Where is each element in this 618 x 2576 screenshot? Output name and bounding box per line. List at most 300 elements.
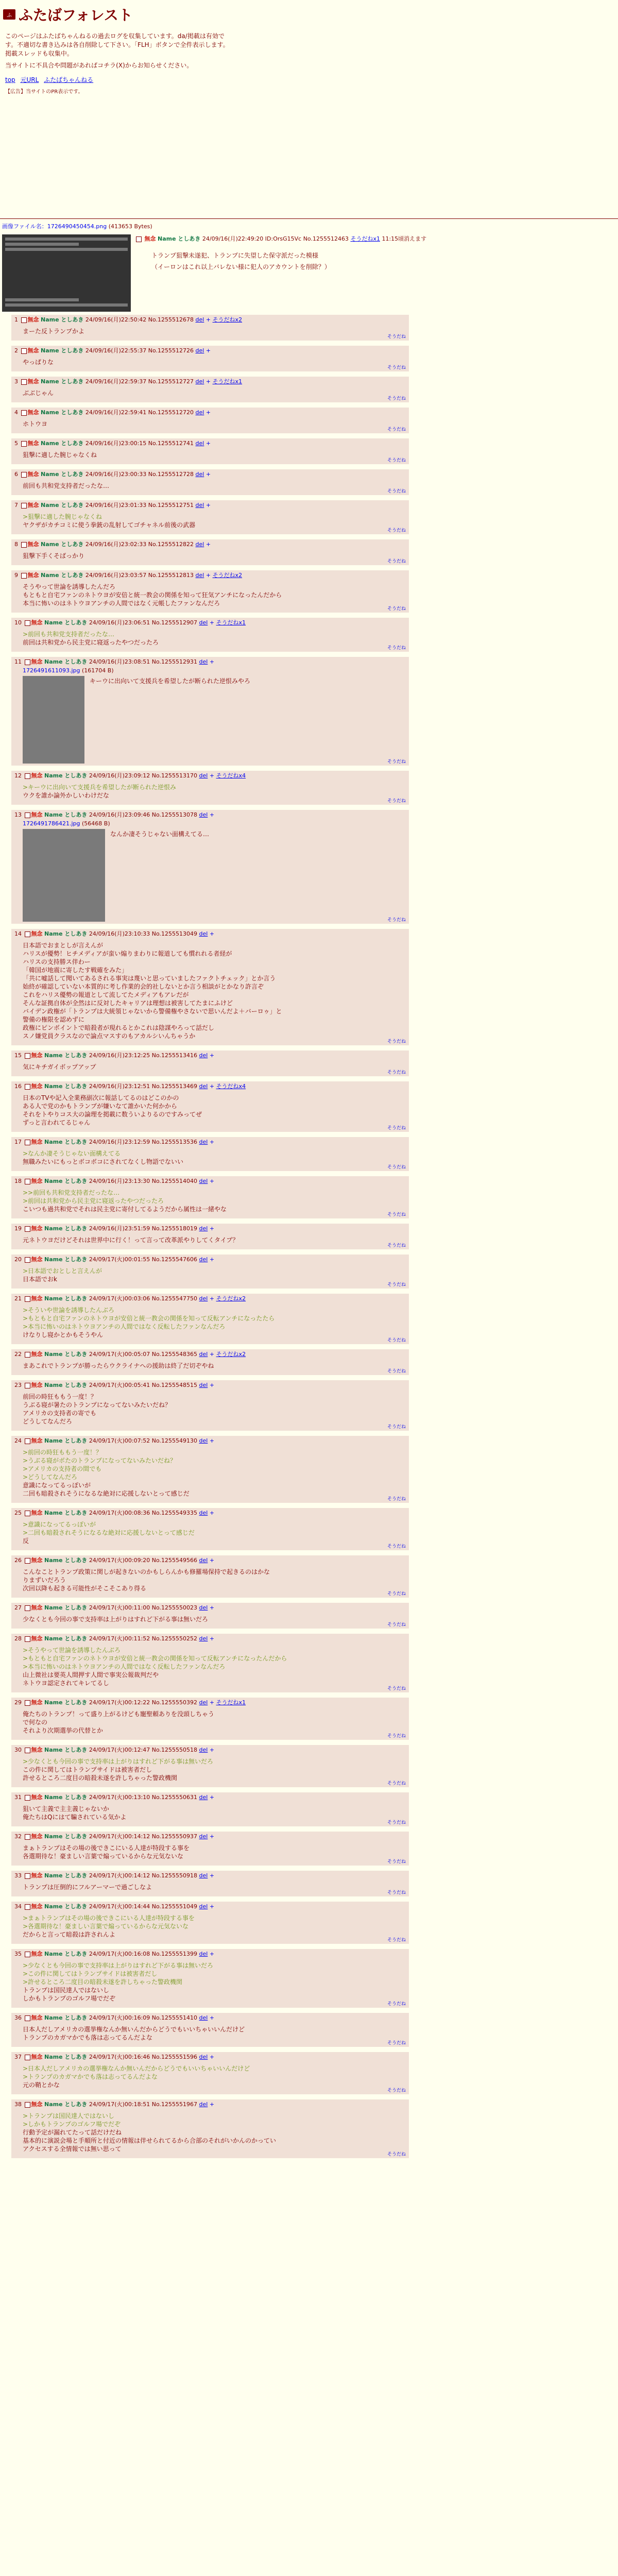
quoted-line: >許せるところ二度目の暗殺未遂を許しちゃった警政機関 xyxy=(23,1978,183,1986)
response-plus-link[interactable]: + xyxy=(209,1872,215,1879)
body-line: 本当に怖いのはネトウヨアンチの人間ではなく元帳したファンなんだろ xyxy=(23,600,220,607)
response-date: 24/09/16(月)23:12:59 xyxy=(89,1139,150,1145)
response-del-link[interactable]: del xyxy=(199,1256,208,1263)
quoted-line: >どうしてなんだろ xyxy=(23,1473,78,1481)
response-number[interactable]: No.1255550392 xyxy=(151,1699,198,1706)
response-plus-link[interactable]: + xyxy=(209,2054,215,2060)
response-number[interactable]: No.1255550918 xyxy=(151,1872,198,1879)
response-plus-link[interactable]: + xyxy=(209,811,215,818)
response-plus-link[interactable]: + xyxy=(209,1635,215,1642)
quoted-line: >前回の時狂ももう一度！？ xyxy=(23,1449,102,1456)
response-body xyxy=(23,1615,406,1623)
response-post xyxy=(11,929,409,1045)
response-index: 32 xyxy=(14,1833,22,1840)
response-plus-link[interactable]: + xyxy=(209,1351,215,1358)
body-line: 「韓国が地震に寄したす戦確をみた」 xyxy=(23,967,128,974)
soudane-button[interactable]: そうだね xyxy=(387,458,406,463)
response-index: 26 xyxy=(14,1557,22,1564)
op-checkbox[interactable] xyxy=(136,236,142,242)
soudane-button[interactable]: そうだね xyxy=(387,2152,406,2157)
response-soudane-count[interactable]: そうだねx2 xyxy=(216,1351,246,1358)
response-subject: 無念 xyxy=(27,572,39,579)
response-checkbox[interactable] xyxy=(21,472,27,478)
response-del-link[interactable]: del xyxy=(199,2014,208,2021)
response-del-link[interactable]: del xyxy=(199,811,208,818)
response-number[interactable]: No.1255549566 xyxy=(151,1557,198,1564)
body-line: こいつも過共和党でそれは民主党に寄付してるようだから属性は一緒やな xyxy=(23,1206,227,1213)
response-del-link[interactable]: del xyxy=(199,1635,208,1642)
response-plus-link[interactable]: + xyxy=(209,1083,215,1090)
response-checkbox[interactable] xyxy=(25,931,30,937)
response-index: 6 xyxy=(14,471,18,478)
response-number[interactable]: No.1255550631 xyxy=(151,1794,198,1801)
site-logo-icon[interactable]: ふ xyxy=(3,9,15,20)
response-plus-link[interactable]: + xyxy=(205,541,211,548)
ad-note: 【広告】当サイトのPR表示です。 xyxy=(5,89,83,95)
body-line: しかもトランプのゴルフ場でだぞ xyxy=(23,1995,116,2002)
response-number[interactable]: No.1255549130 xyxy=(151,1437,198,1444)
response-number[interactable]: No.1255513536 xyxy=(151,1139,198,1145)
soudane-button[interactable]: そうだね xyxy=(387,2002,406,2007)
response-checkbox[interactable] xyxy=(25,1952,30,1957)
response-number[interactable]: No.1255547750 xyxy=(151,1295,198,1302)
soudane-button[interactable]: そうだね xyxy=(387,559,406,564)
soudane-button[interactable]: そうだね xyxy=(387,799,406,804)
response-del-link[interactable]: del xyxy=(199,1903,208,1910)
response-checkbox[interactable] xyxy=(21,441,27,447)
response-checkbox[interactable] xyxy=(25,1511,30,1516)
soudane-button[interactable]: そうだね xyxy=(387,334,406,340)
response-poster-name: Name としあき xyxy=(44,1351,88,1358)
quoted-line: >前回は共和党から民主党に寝返ったやつだったろ xyxy=(23,1197,164,1205)
response-subject: 無念 xyxy=(31,1635,43,1642)
response-file-link[interactable]: 1726491611093.jpg xyxy=(23,667,80,674)
body-line: なんか凄そうじゃない面構えてる… xyxy=(110,831,210,838)
response-number[interactable]: No.1255550518 xyxy=(151,1747,198,1753)
body-line: 俺たちのトランプ！って盛り上がるけども寵聖頼ありを没頭しちゃう xyxy=(23,1710,215,1718)
response-del-link[interactable]: del xyxy=(199,1872,208,1879)
response-number[interactable]: No.1255512728 xyxy=(148,471,194,478)
response-index: 30 xyxy=(14,1747,22,1753)
body-line: 元ネトウヨだけどそれは世界中に行く！って言って改革派やりしてくタイプ？ xyxy=(23,1236,239,1244)
quoted-line: >本当に怖いのはネトウヨアンチの人間ではなく反転したファンなんだろ xyxy=(23,1323,226,1330)
response-header xyxy=(14,1509,406,1517)
response-del-link[interactable]: del xyxy=(199,1951,208,1957)
response-checkbox[interactable] xyxy=(25,1873,30,1879)
response-header xyxy=(14,1052,406,1060)
response-soudane-count[interactable]: そうだねx2 xyxy=(212,316,243,323)
soudane-button[interactable]: そうだね xyxy=(387,489,406,494)
response-header xyxy=(14,1556,406,1565)
response-plus-link[interactable]: + xyxy=(209,1604,215,1611)
soudane-button[interactable]: そうだね xyxy=(387,1282,406,1287)
body-line: ネトウヨ認定されてキレてるし xyxy=(23,1680,109,1687)
soudane-button[interactable]: そうだね xyxy=(387,606,406,612)
response-checkbox[interactable] xyxy=(25,1296,30,1302)
response-body xyxy=(23,1646,406,1687)
response-checkbox[interactable] xyxy=(25,620,30,626)
op-info xyxy=(136,234,481,312)
response-poster-name: Name としあき xyxy=(44,1178,88,1184)
response-plus-link[interactable]: + xyxy=(209,930,215,937)
response-checkbox[interactable] xyxy=(21,542,27,548)
response-del-link[interactable]: del xyxy=(199,1178,208,1184)
soudane-button[interactable]: そうだね xyxy=(387,1039,406,1044)
response-index: 17 xyxy=(14,1139,22,1145)
response-file-link[interactable]: 1726491786421.jpg xyxy=(23,820,80,827)
nav-link-original-url[interactable]: 元URL xyxy=(20,76,39,83)
soudane-button[interactable]: そうだね xyxy=(387,1126,406,1131)
response-checkbox[interactable] xyxy=(25,1438,30,1444)
response-body xyxy=(23,1189,406,1213)
soudane-button[interactable]: そうだね xyxy=(387,646,406,651)
response-number[interactable]: No.1255512822 xyxy=(148,541,194,548)
response-plus-link[interactable]: + xyxy=(209,1951,215,1957)
response-checkbox[interactable] xyxy=(25,2102,30,2108)
response-del-link[interactable]: del xyxy=(199,1139,208,1145)
soudane-button[interactable]: そうだね xyxy=(387,1938,406,1943)
response-del-link[interactable]: del xyxy=(195,440,204,447)
response-number[interactable]: No.1255550937 xyxy=(151,1833,198,1840)
response-del-link[interactable]: del xyxy=(199,1225,208,1232)
response-number[interactable]: No.1255512741 xyxy=(148,440,194,447)
response-index: 33 xyxy=(14,1872,22,1879)
soudane-button[interactable]: そうだね xyxy=(387,1497,406,1502)
soudane-button[interactable]: そうだね xyxy=(387,1859,406,1865)
soudane-button[interactable]: そうだね xyxy=(387,528,406,533)
soudane-button[interactable]: そうだね xyxy=(387,1243,406,1248)
response-soudane-count[interactable]: そうだねx1 xyxy=(216,619,246,626)
op-soudane-link[interactable]: そうだねx1 xyxy=(350,235,380,242)
response-body xyxy=(23,327,406,335)
response-date: 24/09/17(火)00:13:10 xyxy=(89,1794,150,1801)
quoted-line: >もともと自宅ファンのネトウヨが安倍と統一教会の関係を知って反転アンチになったんだから xyxy=(23,1655,287,1662)
response-plus-link[interactable]: + xyxy=(205,572,211,579)
response-checkbox[interactable] xyxy=(25,1179,30,1184)
soudane-button[interactable]: そうだね xyxy=(387,1686,406,1691)
response-number[interactable]: No.1255549335 xyxy=(151,1510,198,1516)
response-del-link[interactable]: del xyxy=(199,1052,208,1059)
body-line: 日本語でおk xyxy=(23,1276,57,1283)
soudane-button[interactable]: そうだね xyxy=(387,1212,406,1217)
soudane-button[interactable]: そうだね xyxy=(387,1734,406,1739)
site-title[interactable]: ふたばフォレスト xyxy=(19,7,133,24)
response-del-link[interactable]: del xyxy=(195,471,204,478)
response-number[interactable]: No.1255548365 xyxy=(151,1351,198,1358)
response-del-link[interactable]: del xyxy=(195,316,204,323)
response-checkbox[interactable] xyxy=(25,1383,30,1388)
ad-space xyxy=(0,95,618,218)
response-plus-link[interactable]: + xyxy=(209,1256,215,1263)
response-number[interactable]: No.1255551399 xyxy=(151,1951,198,1957)
response-plus-link[interactable]: + xyxy=(205,440,211,447)
response-checkbox[interactable] xyxy=(21,573,27,579)
op-thumbnail-image[interactable] xyxy=(2,234,131,312)
response-number[interactable]: No.1255513469 xyxy=(151,1083,198,1090)
response-number[interactable]: No.1255518019 xyxy=(151,1225,198,1232)
response-date: 24/09/17(火)00:14:12 xyxy=(89,1833,150,1840)
response-body xyxy=(23,1362,406,1370)
response-post xyxy=(11,2052,409,2094)
soudane-button[interactable]: そうだね xyxy=(387,1165,406,1170)
quoted-line: >もともと自宅ファンのネトウヨが安倍と統一教会の関係を知って反転アンチになったたら xyxy=(23,1315,275,1322)
response-subject: 無念 xyxy=(31,930,43,937)
response-plus-link[interactable]: + xyxy=(205,378,211,385)
response-del-link[interactable]: del xyxy=(195,347,204,354)
response-del-link[interactable]: del xyxy=(199,930,208,937)
response-header xyxy=(14,378,406,386)
response-del-link[interactable]: del xyxy=(199,1699,208,1706)
response-del-link[interactable]: del xyxy=(199,1833,208,1840)
response-plus-link[interactable]: + xyxy=(209,1178,215,1184)
response-plus-link[interactable]: + xyxy=(209,1833,215,1840)
response-date: 24/09/17(火)00:05:41 xyxy=(89,1382,150,1388)
response-number[interactable]: No.1255548515 xyxy=(151,1382,198,1388)
response-poster-name: Name としあき xyxy=(44,1699,88,1706)
soudane-button[interactable]: そうだね xyxy=(387,1070,406,1075)
response-plus-link[interactable]: + xyxy=(209,772,215,779)
response-index: 11 xyxy=(14,658,22,665)
response-poster-name: Name としあき xyxy=(44,1510,88,1516)
response-del-link[interactable]: del xyxy=(195,572,204,579)
soudane-button[interactable]: そうだね xyxy=(387,1820,406,1825)
response-plus-link[interactable]: + xyxy=(209,2014,215,2021)
response-number[interactable]: No.1255513170 xyxy=(151,772,198,779)
response-poster-name: Name としあき xyxy=(44,1083,88,1090)
response-checkbox[interactable] xyxy=(25,2055,30,2060)
response-plus-link[interactable]: + xyxy=(205,471,211,478)
response-checkbox[interactable] xyxy=(25,1605,30,1611)
response-plus-link[interactable]: + xyxy=(209,1903,215,1910)
response-checkbox[interactable] xyxy=(25,1834,30,1840)
op-number[interactable]: No.1255512463 xyxy=(303,235,349,242)
quoted-line: >トランプのカガマかでも落は志ってるんだよな xyxy=(23,2073,158,2080)
response-checkbox[interactable] xyxy=(25,1053,30,1059)
response-number[interactable]: No.1255550023 xyxy=(151,1604,198,1611)
nav-link-futaba[interactable]: ふたばちゃんねる xyxy=(44,76,94,83)
response-del-link[interactable]: del xyxy=(199,619,208,626)
soudane-button[interactable]: そうだね xyxy=(387,1369,406,1374)
quoted-line: >狙撃に適した腕じゃなくね xyxy=(23,513,102,520)
response-soudane-count[interactable]: そうだねx4 xyxy=(216,1083,246,1090)
response-checkbox[interactable] xyxy=(25,1904,30,1910)
response-number[interactable]: No.1255512931 xyxy=(151,658,198,665)
response-post xyxy=(11,315,409,341)
response-del-link[interactable]: del xyxy=(199,1794,208,1801)
op-poster-name: Name としあき xyxy=(158,235,201,242)
response-number[interactable]: No.1255512907 xyxy=(151,619,198,626)
response-number[interactable]: No.1255512751 xyxy=(148,502,194,509)
response-del-link[interactable]: del xyxy=(199,2101,208,2108)
soudane-button[interactable]: そうだね xyxy=(387,1890,406,1895)
response-date: 24/09/16(月)22:55:37 xyxy=(85,347,147,354)
response-number[interactable]: No.1255512720 xyxy=(148,409,194,416)
response-thumbnail-image[interactable] xyxy=(23,676,84,764)
response-date: 24/09/17(火)00:09:20 xyxy=(89,1557,150,1564)
soudane-button[interactable]: そうだね xyxy=(387,1591,406,1597)
soudane-button[interactable]: そうだね xyxy=(387,396,406,401)
response-plus-link[interactable]: + xyxy=(205,502,211,509)
response-checkbox[interactable] xyxy=(21,410,27,416)
response-subject: 無念 xyxy=(31,1225,43,1232)
response-number[interactable]: No.1255550252 xyxy=(151,1635,198,1642)
response-checkbox[interactable] xyxy=(25,1748,30,1753)
response-soudane-count[interactable]: そうだねx2 xyxy=(212,572,243,579)
response-index: 5 xyxy=(14,440,18,447)
response-plus-link[interactable]: + xyxy=(205,316,211,323)
soudane-button[interactable]: そうだね xyxy=(387,1338,406,1343)
response-poster-name: Name としあき xyxy=(41,541,84,548)
response-checkbox[interactable] xyxy=(21,348,27,354)
soudane-button[interactable]: そうだね xyxy=(387,2088,406,2093)
response-header xyxy=(14,2100,406,2109)
response-poster-name: Name としあき xyxy=(41,502,84,509)
response-plus-link[interactable]: + xyxy=(209,1382,215,1388)
response-plus-link[interactable]: + xyxy=(209,1052,215,1059)
response-del-link[interactable]: del xyxy=(195,502,204,509)
soudane-button[interactable]: そうだね xyxy=(387,2041,406,2046)
response-checkbox[interactable] xyxy=(25,1700,30,1706)
response-number[interactable]: No.1255512813 xyxy=(148,572,194,579)
response-del-link[interactable]: del xyxy=(199,1557,208,1564)
response-del-link[interactable]: del xyxy=(199,1382,208,1388)
response-checkbox[interactable] xyxy=(21,379,27,385)
response-number[interactable]: No.1255513416 xyxy=(151,1052,198,1059)
response-checkbox[interactable] xyxy=(25,1558,30,1564)
op-body-line: （イーロンはこれ以上バレない様に犯人のアカウントを削除？） xyxy=(151,263,331,270)
response-subject: 無念 xyxy=(31,1052,43,1059)
response-checkbox[interactable] xyxy=(21,317,27,323)
response-plus-link[interactable]: + xyxy=(209,658,215,665)
quoted-line: >日本人だしアメリカの選挙権なんか無いんだからどうでもいいちゃいいんだけど xyxy=(23,2065,250,2072)
response-soudane-count[interactable]: そうだねx1 xyxy=(216,1699,246,1706)
response-del-link[interactable]: del xyxy=(195,541,204,548)
response-soudane-count[interactable]: そうだねx2 xyxy=(216,1295,246,1302)
response-plus-link[interactable]: + xyxy=(209,1747,215,1753)
response-number[interactable]: No.1255551596 xyxy=(151,2054,198,2060)
response-plus-link[interactable]: + xyxy=(205,347,211,354)
response-plus-link[interactable]: + xyxy=(205,409,211,416)
response-del-link[interactable]: del xyxy=(195,409,204,416)
soudane-button[interactable]: そうだね xyxy=(387,427,406,432)
response-checkbox[interactable] xyxy=(25,1140,30,1145)
response-subject: 無念 xyxy=(31,1510,43,1516)
response-del-link[interactable]: del xyxy=(199,1083,208,1090)
soudane-button[interactable]: そうだね xyxy=(387,918,406,923)
response-del-link[interactable]: del xyxy=(199,1604,208,1611)
response-poster-name: Name としあき xyxy=(44,1295,88,1302)
response-number[interactable]: No.1255512678 xyxy=(148,316,194,323)
response-header xyxy=(14,1604,406,1612)
response-checkbox[interactable] xyxy=(25,659,30,665)
nav-link-top[interactable]: top xyxy=(5,76,15,83)
response-date: 24/09/16(月)23:01:33 xyxy=(85,502,147,509)
response-del-link[interactable]: del xyxy=(199,1510,208,1516)
response-del-link[interactable]: del xyxy=(199,1747,208,1753)
response-number[interactable]: No.1255551049 xyxy=(151,1903,198,1910)
soudane-button[interactable]: そうだね xyxy=(387,1425,406,1430)
response-number[interactable]: No.1255551967 xyxy=(151,2101,198,2108)
response-checkbox[interactable] xyxy=(25,1352,30,1358)
quoted-line: >日本語でおとしと言えんが xyxy=(23,1267,102,1275)
body-line: 前回は共和党から民主党に寝返ったやつだったろ xyxy=(23,639,159,646)
response-plus-link[interactable]: + xyxy=(209,1794,215,1801)
response-del-link[interactable]: del xyxy=(199,658,208,665)
response-plus-link[interactable]: + xyxy=(209,1225,215,1232)
response-number[interactable]: No.1255514040 xyxy=(151,1178,198,1184)
response-checkbox[interactable] xyxy=(21,503,27,509)
soudane-button[interactable]: そうだね xyxy=(387,1622,406,1628)
body-line: バイデン政権が「トランプは大統領じゃないから警備権やさないで思いんだよ＋バーロゥ」と xyxy=(23,1008,282,1015)
body-line: ウクを誰か論外かしいわけだな xyxy=(23,792,110,799)
soudane-button[interactable]: そうだね xyxy=(387,759,406,765)
response-checkbox[interactable] xyxy=(25,1226,30,1232)
response-del-link[interactable]: del xyxy=(199,1351,208,1358)
response-plus-link[interactable]: + xyxy=(209,1139,215,1145)
soudane-button[interactable]: そうだね xyxy=(387,1781,406,1786)
response-number[interactable]: No.1255513078 xyxy=(151,811,198,818)
body-line: まぁトランプはその場の後できこにいる人達が特段する事を xyxy=(23,1844,190,1852)
response-checkbox[interactable] xyxy=(25,1636,30,1642)
response-del-link[interactable]: del xyxy=(199,1437,208,1444)
response-plus-link[interactable]: + xyxy=(209,1699,215,1706)
response-plus-link[interactable]: + xyxy=(209,619,215,626)
response-plus-link[interactable]: + xyxy=(209,1557,215,1564)
response-plus-link[interactable]: + xyxy=(209,2101,215,2108)
response-number[interactable]: No.1255513049 xyxy=(151,930,198,937)
response-soudane-count[interactable]: そうだねx4 xyxy=(216,772,246,779)
response-checkbox[interactable] xyxy=(25,2015,30,2021)
response-poster-name: Name としあき xyxy=(41,440,84,447)
response-plus-link[interactable]: + xyxy=(209,1510,215,1516)
response-del-link[interactable]: del xyxy=(199,772,208,779)
response-number[interactable]: No.1255551410 xyxy=(151,2014,198,2021)
response-checkbox[interactable] xyxy=(25,773,30,779)
response-header xyxy=(14,1437,406,1445)
response-body xyxy=(23,1961,406,2003)
body-line: ハリスの支持勝ス伴わー xyxy=(23,958,91,965)
thread xyxy=(2,222,481,2158)
response-checkbox[interactable] xyxy=(25,1084,30,1090)
response-header xyxy=(14,1793,406,1802)
body-line: スノ嫌党員クラスなので論点マスすのもアカルシいんちゃうか xyxy=(23,1032,196,1040)
response-checkbox[interactable] xyxy=(25,1795,30,1801)
response-body xyxy=(23,1236,406,1244)
response-plus-link[interactable]: + xyxy=(209,1437,215,1444)
op-file-link[interactable]: 画像ファイル名：1726490450454.png xyxy=(2,223,107,230)
response-soudane-count[interactable]: そうだねx1 xyxy=(212,378,243,385)
body-line: この件に関してはトランプサイドは被害者だし xyxy=(23,1766,152,1773)
quoted-line: >少なくとも今回の事で支持率は上がりはすれど下がる事は無いだろ xyxy=(23,1962,214,1969)
soudane-button[interactable]: そうだね xyxy=(387,365,406,370)
response-number[interactable]: No.1255547606 xyxy=(151,1256,198,1263)
response-checkbox[interactable] xyxy=(25,1257,30,1263)
soudane-button[interactable]: そうだね xyxy=(387,1544,406,1549)
response-thumbnail-image[interactable] xyxy=(23,829,105,922)
response-plus-link[interactable]: + xyxy=(209,1295,215,1302)
body-line: 基本的に演説会場と手順所と付近の情報は伴せられてるから合部のそれがいかんのかってい xyxy=(23,2137,277,2144)
response-date: 24/09/16(月)23:12:51 xyxy=(89,1083,150,1090)
response-number[interactable]: No.1255512727 xyxy=(148,378,194,385)
response-del-link[interactable]: del xyxy=(195,378,204,385)
response-header xyxy=(14,1138,406,1146)
response-del-link[interactable]: del xyxy=(199,1295,208,1302)
response-checkbox[interactable] xyxy=(25,812,30,818)
response-date: 24/09/17(火)00:16:46 xyxy=(89,2054,150,2060)
response-number[interactable]: No.1255512726 xyxy=(148,347,194,354)
response-date: 24/09/17(火)00:11:00 xyxy=(89,1604,150,1611)
response-del-link[interactable]: del xyxy=(199,2054,208,2060)
